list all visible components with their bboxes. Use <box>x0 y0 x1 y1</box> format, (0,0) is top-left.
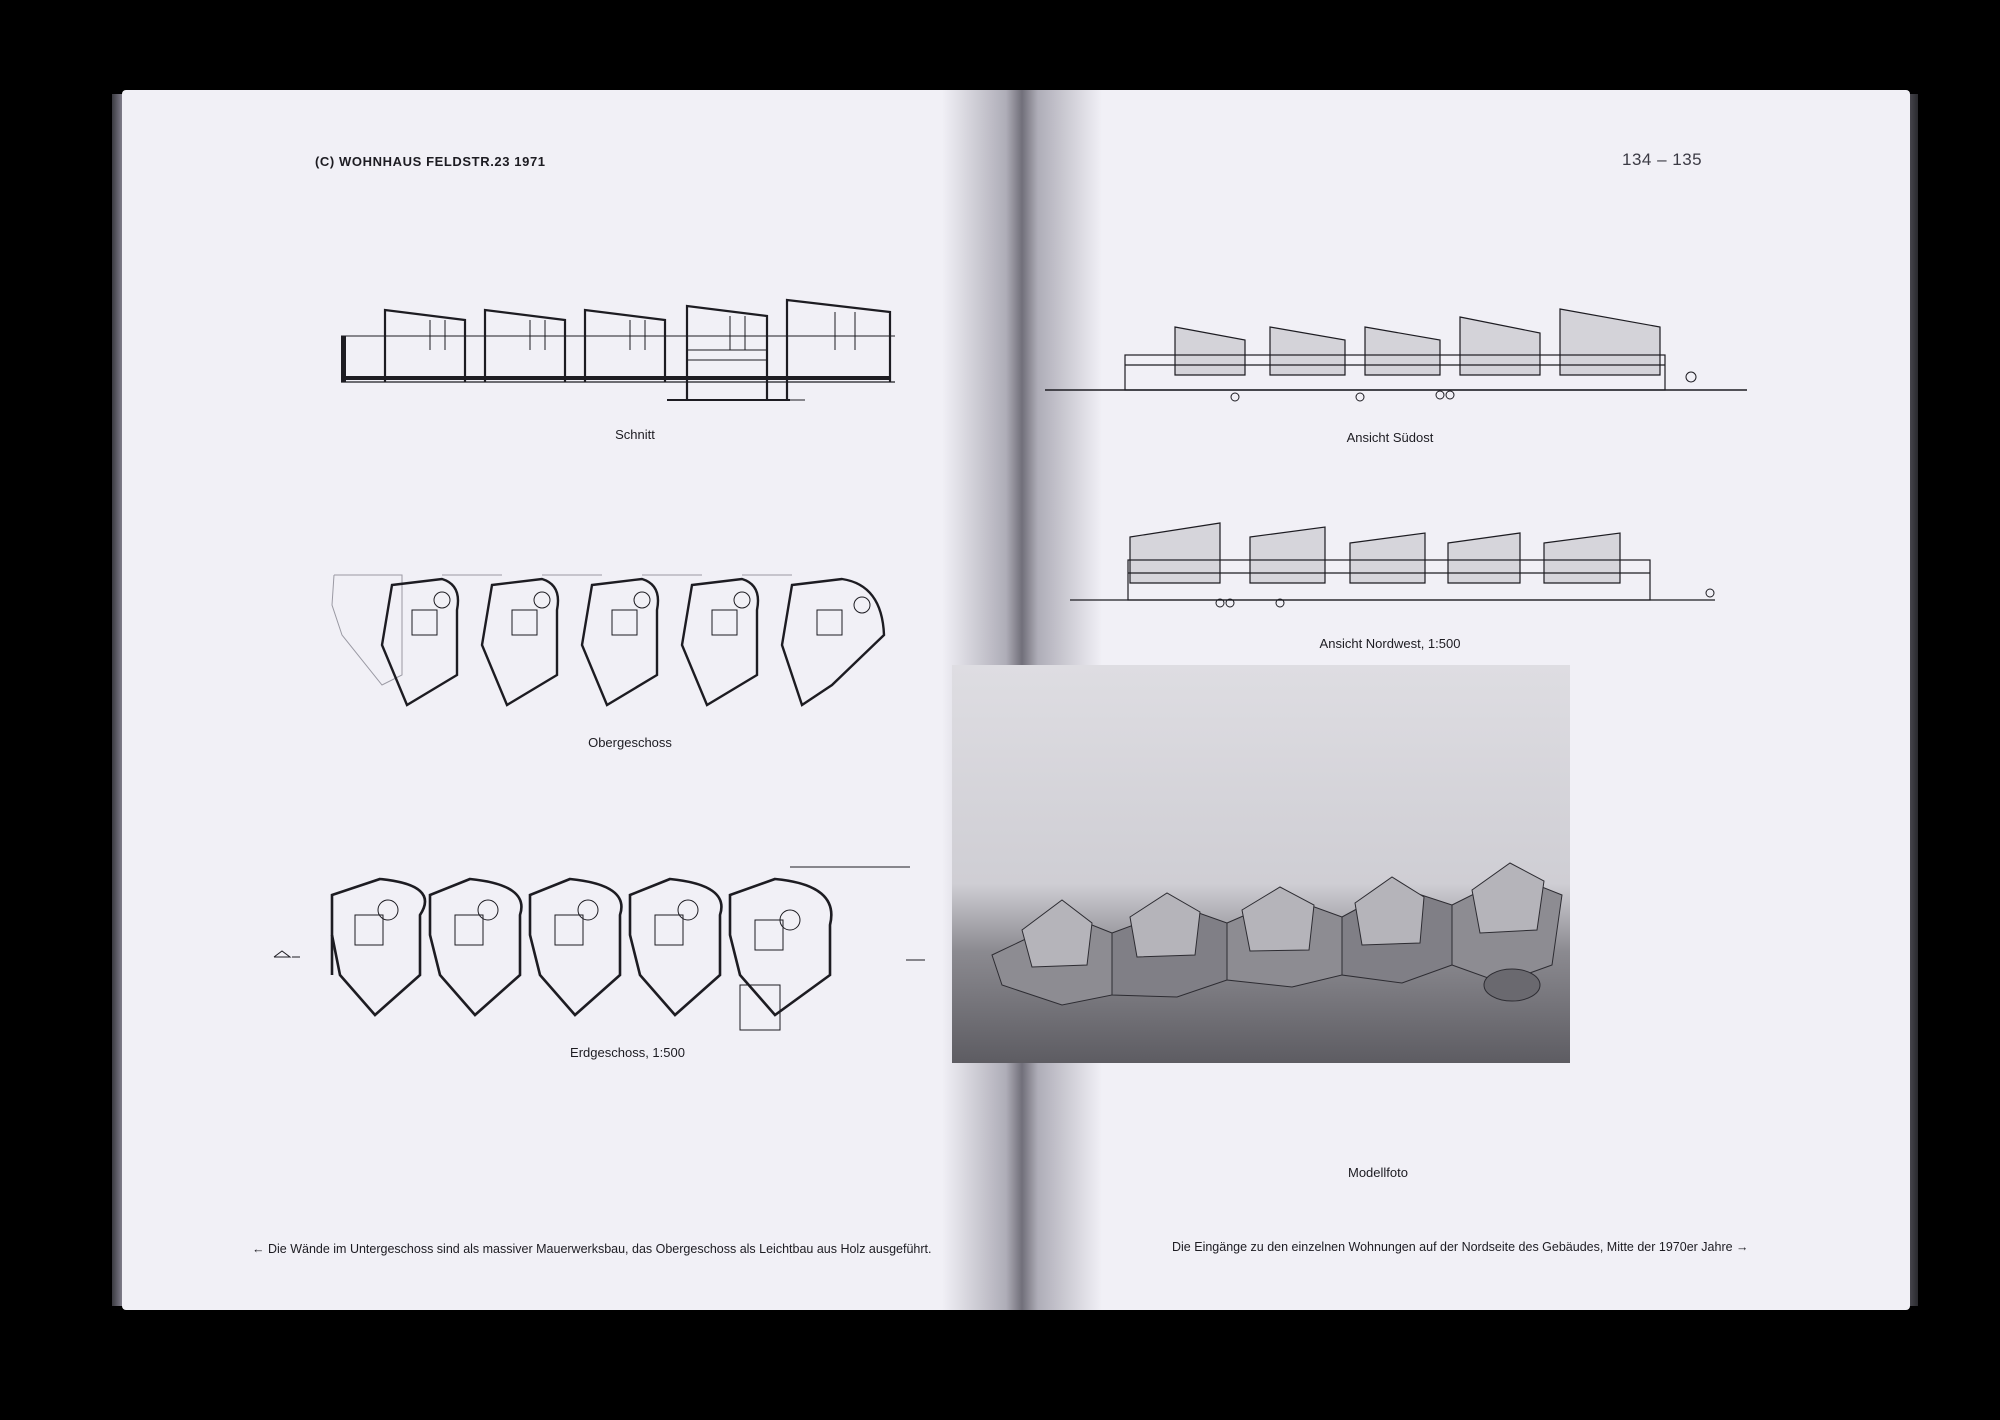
caption-erdgeschoss: Erdgeschoss, 1:500 <box>570 1045 685 1060</box>
ground-floor-plan <box>270 865 930 1035</box>
elevation-northwest <box>1070 515 1720 610</box>
upper-floor-plan <box>322 565 892 715</box>
elevation-southeast <box>1045 305 1750 415</box>
caption-ansicht-suedost: Ansicht Südost <box>1346 430 1434 445</box>
caption-obergeschoss: Obergeschoss <box>588 735 672 750</box>
model-photo <box>952 665 1570 1063</box>
footnote-left: ← Die Wände im Untergeschoss sind als massiver Mauerwerksbau, das Obergeschoss als Leichtbau aus Holz ausgeführt. <box>252 1242 932 1256</box>
caption-modellfoto: Modellfoto <box>1348 1165 1408 1180</box>
caption-schnitt: Schnitt <box>615 427 655 442</box>
section-drawing <box>335 290 895 410</box>
page-header: (C) WOHNHAUS FELDSTR.23 1971 <box>315 154 546 169</box>
caption-ansicht-nordwest: Ansicht Nordwest, 1:500 <box>1319 636 1461 651</box>
page-numbers: 134 – 135 <box>1622 150 1703 169</box>
footnote-right: Die Eingänge zu den einzelnen Wohnungen auf der Nordseite des Gebäudes, Mitte der 1970er Jahre → <box>1172 1240 1749 1254</box>
